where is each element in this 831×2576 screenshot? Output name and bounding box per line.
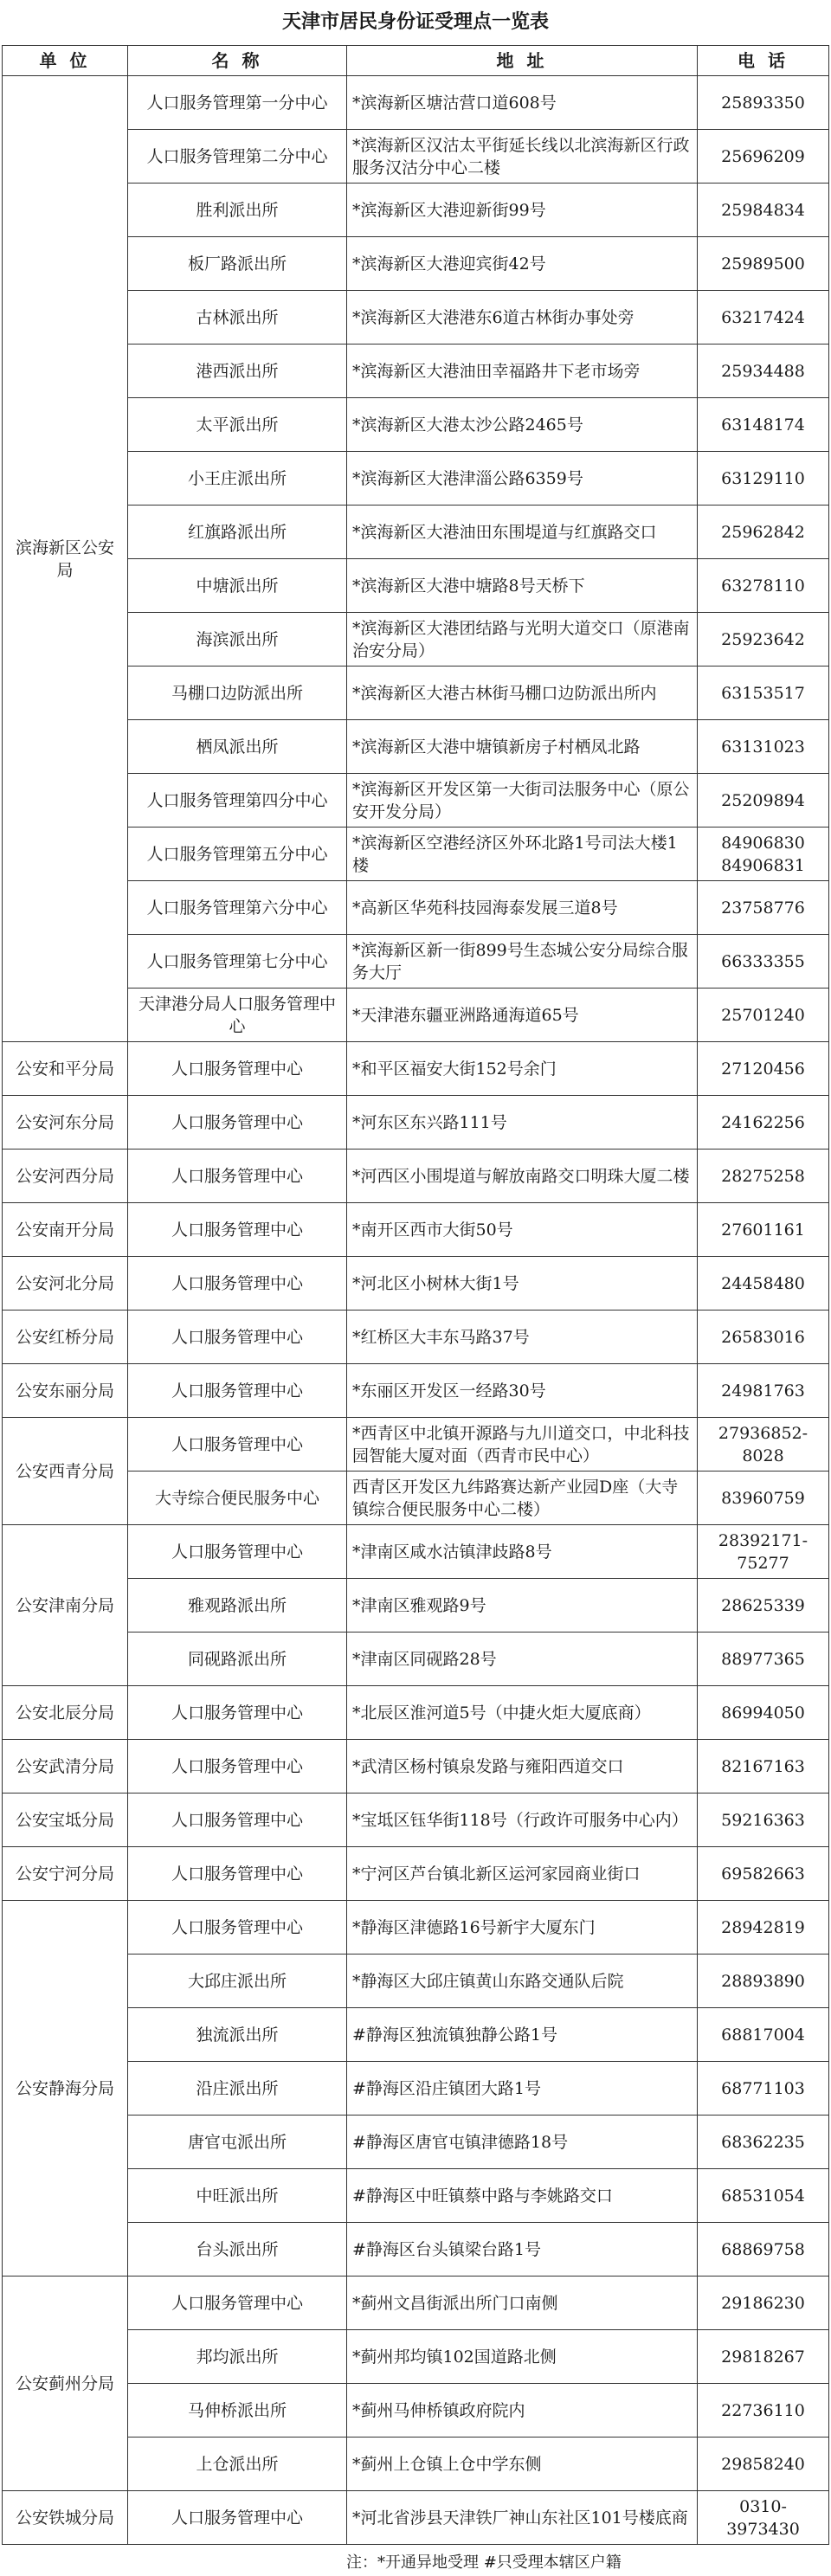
unit-cell: 公安西青分局 xyxy=(3,1418,128,1525)
unit-cell: 滨海新区公安局 xyxy=(3,76,128,1042)
phone-cell: 68817004 xyxy=(698,2008,829,2062)
phone-cell: 68771103 xyxy=(698,2062,829,2116)
name-cell: 古林派出所 xyxy=(128,291,347,345)
phone-cell: 23758776 xyxy=(698,881,829,935)
unit-cell: 公安河东分局 xyxy=(3,1096,128,1150)
phone-cell: 59216363 xyxy=(698,1794,829,1847)
phone-cell: 69582663 xyxy=(698,1847,829,1901)
table-row xyxy=(3,1847,829,1901)
name-cell: 人口服务管理中心 xyxy=(128,1364,347,1418)
address-cell: *滨海新区开发区第一大街司法服务中心（原公安开发分局） xyxy=(347,774,698,828)
phone-cell: 29818267 xyxy=(698,2330,829,2384)
name-cell: 胜利派出所 xyxy=(128,184,347,237)
phone-cell: 24981763 xyxy=(698,1364,829,1418)
name-cell: 人口服务管理中心 xyxy=(128,2277,347,2330)
name-cell: 人口服务管理中心 xyxy=(128,1203,347,1257)
name-cell: 天津港分局人口服务管理中心 xyxy=(128,989,347,1042)
address-cell: *南开区西市大街50号 xyxy=(347,1203,698,1257)
address-cell: *滨海新区大港中塘路8号天桥下 xyxy=(347,559,698,613)
address-cell: *滨海新区大港津淄公路6359号 xyxy=(347,452,698,506)
phone-cell: 29858240 xyxy=(698,2438,829,2491)
address-cell: *滨海新区大港油田东围堤道与红旗路交口 xyxy=(347,506,698,559)
phone-cell: 88977365 xyxy=(698,1633,829,1686)
name-cell: 人口服务管理中心 xyxy=(128,1418,347,1472)
phone-cell: 28893890 xyxy=(698,1955,829,2008)
address-cell: *蓟州邦均镇102国道路北侧 xyxy=(347,2330,698,2384)
name-cell: 大邱庄派出所 xyxy=(128,1955,347,2008)
address-cell: *高新区华苑科技园海泰发展三道8号 xyxy=(347,881,698,935)
name-cell: 人口服务管理中心 xyxy=(128,1794,347,1847)
phone-cell: 25701240 xyxy=(698,989,829,1042)
phone-cell: 27601161 xyxy=(698,1203,829,1257)
name-cell: 港西派出所 xyxy=(128,345,347,398)
phone-cell: 68531054 xyxy=(698,2169,829,2223)
address-cell: *滨海新区空港经济区外环北路1号司法大楼1楼 xyxy=(347,828,698,881)
table-row xyxy=(3,1686,829,1740)
address-cell: #静海区沿庄镇团大路1号 xyxy=(347,2062,698,2116)
unit-cell: 公安和平分局 xyxy=(3,1042,128,1096)
phone-cell: 83960759 xyxy=(698,1472,829,1525)
table-row xyxy=(3,76,829,130)
name-cell: 马伸桥派出所 xyxy=(128,2384,347,2438)
phone-cell: 28942819 xyxy=(698,1901,829,1955)
phone-cell: 26583016 xyxy=(698,1311,829,1364)
phone-cell: 27936852-8028 xyxy=(698,1418,829,1472)
unit-cell: 公安武清分局 xyxy=(3,1740,128,1794)
address-cell: *蓟州马伸桥镇政府院内 xyxy=(347,2384,698,2438)
phone-cell: 63217424 xyxy=(698,291,829,345)
name-cell: 人口服务管理中心 xyxy=(128,1150,347,1203)
header-unit: 单 位 xyxy=(3,46,128,76)
name-cell: 人口服务管理中心 xyxy=(128,1257,347,1311)
unit-cell: 公安蓟州分局 xyxy=(3,2277,128,2491)
header-phone: 电 话 xyxy=(698,46,829,76)
address-cell: *滨海新区大港古林街马棚口边防派出所内 xyxy=(347,667,698,720)
name-cell: 人口服务管理中心 xyxy=(128,1096,347,1150)
address-cell: *武清区杨村镇泉发路与雍阳西道交口 xyxy=(347,1740,698,1794)
name-cell: 人口服务管理中心 xyxy=(128,1686,347,1740)
table-row xyxy=(3,1150,829,1203)
address-cell: #静海区独流镇独静公路1号 xyxy=(347,2008,698,2062)
name-cell: 人口服务管理第四分中心 xyxy=(128,774,347,828)
phone-cell: 25934488 xyxy=(698,345,829,398)
phone-cell: 28275258 xyxy=(698,1150,829,1203)
unit-cell: 公安宁河分局 xyxy=(3,1847,128,1901)
footnote: 注：*开通异地受理 #只受理本辖区户籍 xyxy=(346,2553,622,2572)
phone-cell: 0310-3973430 xyxy=(698,2491,829,2545)
phone-cell: 25209894 xyxy=(698,774,829,828)
name-cell: 板厂路派出所 xyxy=(128,237,347,291)
name-cell: 人口服务管理第六分中心 xyxy=(128,881,347,935)
name-cell: 人口服务管理中心 xyxy=(128,2491,347,2545)
name-cell: 马棚口边防派出所 xyxy=(128,667,347,720)
name-cell: 独流派出所 xyxy=(128,2008,347,2062)
name-cell: 人口服务管理中心 xyxy=(128,1042,347,1096)
phone-cell: 25962842 xyxy=(698,506,829,559)
address-cell: *津南区雅观路9号 xyxy=(347,1579,698,1633)
phone-cell: 24162256 xyxy=(698,1096,829,1150)
address-cell: *宝坻区钰华街118号（行政许可服务中心内） xyxy=(347,1794,698,1847)
name-cell: 邦均派出所 xyxy=(128,2330,347,2384)
address-cell: *天津港东疆亚洲路通海道65号 xyxy=(347,989,698,1042)
name-cell: 人口服务管理第七分中心 xyxy=(128,935,347,989)
address-cell: #静海区中旺镇蔡中路与李姚路交口 xyxy=(347,2169,698,2223)
address-cell: #静海区台头镇梁台路1号 xyxy=(347,2223,698,2277)
table-row xyxy=(3,2491,829,2545)
name-cell: 人口服务管理中心 xyxy=(128,1311,347,1364)
address-cell: *滨海新区汉沽太平街延长线以北滨海新区行政服务汉沽分中心二楼 xyxy=(347,130,698,184)
table-row xyxy=(3,1096,829,1150)
unit-cell: 公安津南分局 xyxy=(3,1525,128,1686)
name-cell: 雅观路派出所 xyxy=(128,1579,347,1633)
name-cell: 人口服务管理中心 xyxy=(128,1847,347,1901)
name-cell: 中旺派出所 xyxy=(128,2169,347,2223)
unit-cell: 公安河北分局 xyxy=(3,1257,128,1311)
phone-cell: 63153517 xyxy=(698,667,829,720)
phone-cell: 25984834 xyxy=(698,184,829,237)
phone-cell: 28625339 xyxy=(698,1579,829,1633)
address-cell: *滨海新区大港油田幸福路井下老市场旁 xyxy=(347,345,698,398)
table-row xyxy=(3,1740,829,1794)
phone-cell: 66333355 xyxy=(698,935,829,989)
address-cell: *河西区小围堤道与解放南路交口明珠大厦二楼 xyxy=(347,1150,698,1203)
name-cell: 唐官屯派出所 xyxy=(128,2116,347,2169)
address-cell: 西青区开发区九纬路赛达新产业园D座（大寺镇综合便民服务中心二楼） xyxy=(347,1472,698,1525)
unit-cell: 公安红桥分局 xyxy=(3,1311,128,1364)
address-cell: *滨海新区大港中塘镇新房子村栖凤北路 xyxy=(347,720,698,774)
phone-cell: 25893350 xyxy=(698,76,829,130)
address-cell: *滨海新区塘沽营口道608号 xyxy=(347,76,698,130)
phone-cell: 22736110 xyxy=(698,2384,829,2438)
address-cell: *北辰区淮河道5号（中捷火炬大厦底商） xyxy=(347,1686,698,1740)
address-cell: *滨海新区大港团结路与光明大道交口（原港南治安分局） xyxy=(347,613,698,667)
page-title: 天津市居民身份证受理点一览表 xyxy=(281,11,549,33)
unit-cell: 公安北辰分局 xyxy=(3,1686,128,1740)
address-cell: *津南区咸水沽镇津歧路8号 xyxy=(347,1525,698,1579)
name-cell: 人口服务管理中心 xyxy=(128,1901,347,1955)
name-cell: 人口服务管理中心 xyxy=(128,1525,347,1579)
phone-cell: 84906830 84906831 xyxy=(698,828,829,881)
address-cell: *滨海新区大港太沙公路2465号 xyxy=(347,398,698,452)
name-cell: 同砚路派出所 xyxy=(128,1633,347,1686)
address-cell: *西青区中北镇开源路与九川道交口，中北科技园智能大厦对面（西青市民中心） xyxy=(347,1418,698,1472)
table-row xyxy=(3,1257,829,1311)
unit-cell: 公安南开分局 xyxy=(3,1203,128,1257)
address-cell: *宁河区芦台镇北新区运河家园商业街口 xyxy=(347,1847,698,1901)
header-name: 名 称 xyxy=(128,46,347,76)
name-cell: 栖凤派出所 xyxy=(128,720,347,774)
table-row xyxy=(3,1311,829,1364)
name-cell: 人口服务管理中心 xyxy=(128,1740,347,1794)
phone-cell: 25923642 xyxy=(698,613,829,667)
address-cell: *滨海新区新一街899号生态城公安分局综合服务大厅 xyxy=(347,935,698,989)
address-cell: *东丽区开发区一经路30号 xyxy=(347,1364,698,1418)
phone-cell: 63129110 xyxy=(698,452,829,506)
id-card-office-table xyxy=(2,45,829,2545)
address-cell: *滨海新区大港港东6道古林街办事处旁 xyxy=(347,291,698,345)
name-cell: 中塘派出所 xyxy=(128,559,347,613)
address-cell: *河北省涉县天津铁厂神山东社区101号楼底商 xyxy=(347,2491,698,2545)
header-address: 地 址 xyxy=(347,46,698,76)
name-cell: 人口服务管理第一分中心 xyxy=(128,76,347,130)
phone-cell: 68362235 xyxy=(698,2116,829,2169)
name-cell: 大寺综合便民服务中心 xyxy=(128,1472,347,1525)
table-row xyxy=(3,1525,829,1579)
phone-cell: 24458480 xyxy=(698,1257,829,1311)
address-cell: *津南区同砚路28号 xyxy=(347,1633,698,1686)
name-cell: 上仓派出所 xyxy=(128,2438,347,2491)
phone-cell: 29186230 xyxy=(698,2277,829,2330)
phone-cell: 25989500 xyxy=(698,237,829,291)
address-cell: *静海区津德路16号新宇大厦东门 xyxy=(347,1901,698,1955)
phone-cell: 63278110 xyxy=(698,559,829,613)
phone-cell: 25696209 xyxy=(698,130,829,184)
unit-cell: 公安铁城分局 xyxy=(3,2491,128,2545)
name-cell: 沿庄派出所 xyxy=(128,2062,347,2116)
name-cell: 小王庄派出所 xyxy=(128,452,347,506)
address-cell: *蓟州上仓镇上仓中学东侧 xyxy=(347,2438,698,2491)
name-cell: 红旗路派出所 xyxy=(128,506,347,559)
name-cell: 海滨派出所 xyxy=(128,613,347,667)
name-cell: 人口服务管理第二分中心 xyxy=(128,130,347,184)
table-row xyxy=(3,1203,829,1257)
table-row xyxy=(3,2277,829,2330)
address-cell: #静海区唐官屯镇津德路18号 xyxy=(347,2116,698,2169)
phone-cell: 82167163 xyxy=(698,1740,829,1794)
address-cell: *静海区大邱庄镇黄山东路交通队后院 xyxy=(347,1955,698,2008)
unit-cell: 公安河西分局 xyxy=(3,1150,128,1203)
unit-cell: 公安宝坻分局 xyxy=(3,1794,128,1847)
address-cell: *河东区东兴路111号 xyxy=(347,1096,698,1150)
phone-cell: 28392171- 75277 xyxy=(698,1525,829,1579)
unit-cell: 公安静海分局 xyxy=(3,1901,128,2277)
unit-cell: 公安东丽分局 xyxy=(3,1364,128,1418)
table-row xyxy=(3,1794,829,1847)
address-cell: *红桥区大丰东马路37号 xyxy=(347,1311,698,1364)
table-row xyxy=(3,1042,829,1096)
table-body xyxy=(3,76,829,2545)
table-row xyxy=(3,1364,829,1418)
table-header-row xyxy=(3,46,829,76)
address-cell: *滨海新区大港迎新街99号 xyxy=(347,184,698,237)
phone-cell: 27120456 xyxy=(698,1042,829,1096)
phone-cell: 63148174 xyxy=(698,398,829,452)
phone-cell: 86994050 xyxy=(698,1686,829,1740)
address-cell: *河北区小树林大街1号 xyxy=(347,1257,698,1311)
name-cell: 台头派出所 xyxy=(128,2223,347,2277)
phone-cell: 63131023 xyxy=(698,720,829,774)
table-row xyxy=(3,1901,829,1955)
table-row xyxy=(3,1418,829,1472)
address-cell: *滨海新区大港迎宾街42号 xyxy=(347,237,698,291)
name-cell: 太平派出所 xyxy=(128,398,347,452)
address-cell: *蓟州文昌街派出所门口南侧 xyxy=(347,2277,698,2330)
name-cell: 人口服务管理第五分中心 xyxy=(128,828,347,881)
phone-cell: 68869758 xyxy=(698,2223,829,2277)
address-cell: *和平区福安大街152号余门 xyxy=(347,1042,698,1096)
